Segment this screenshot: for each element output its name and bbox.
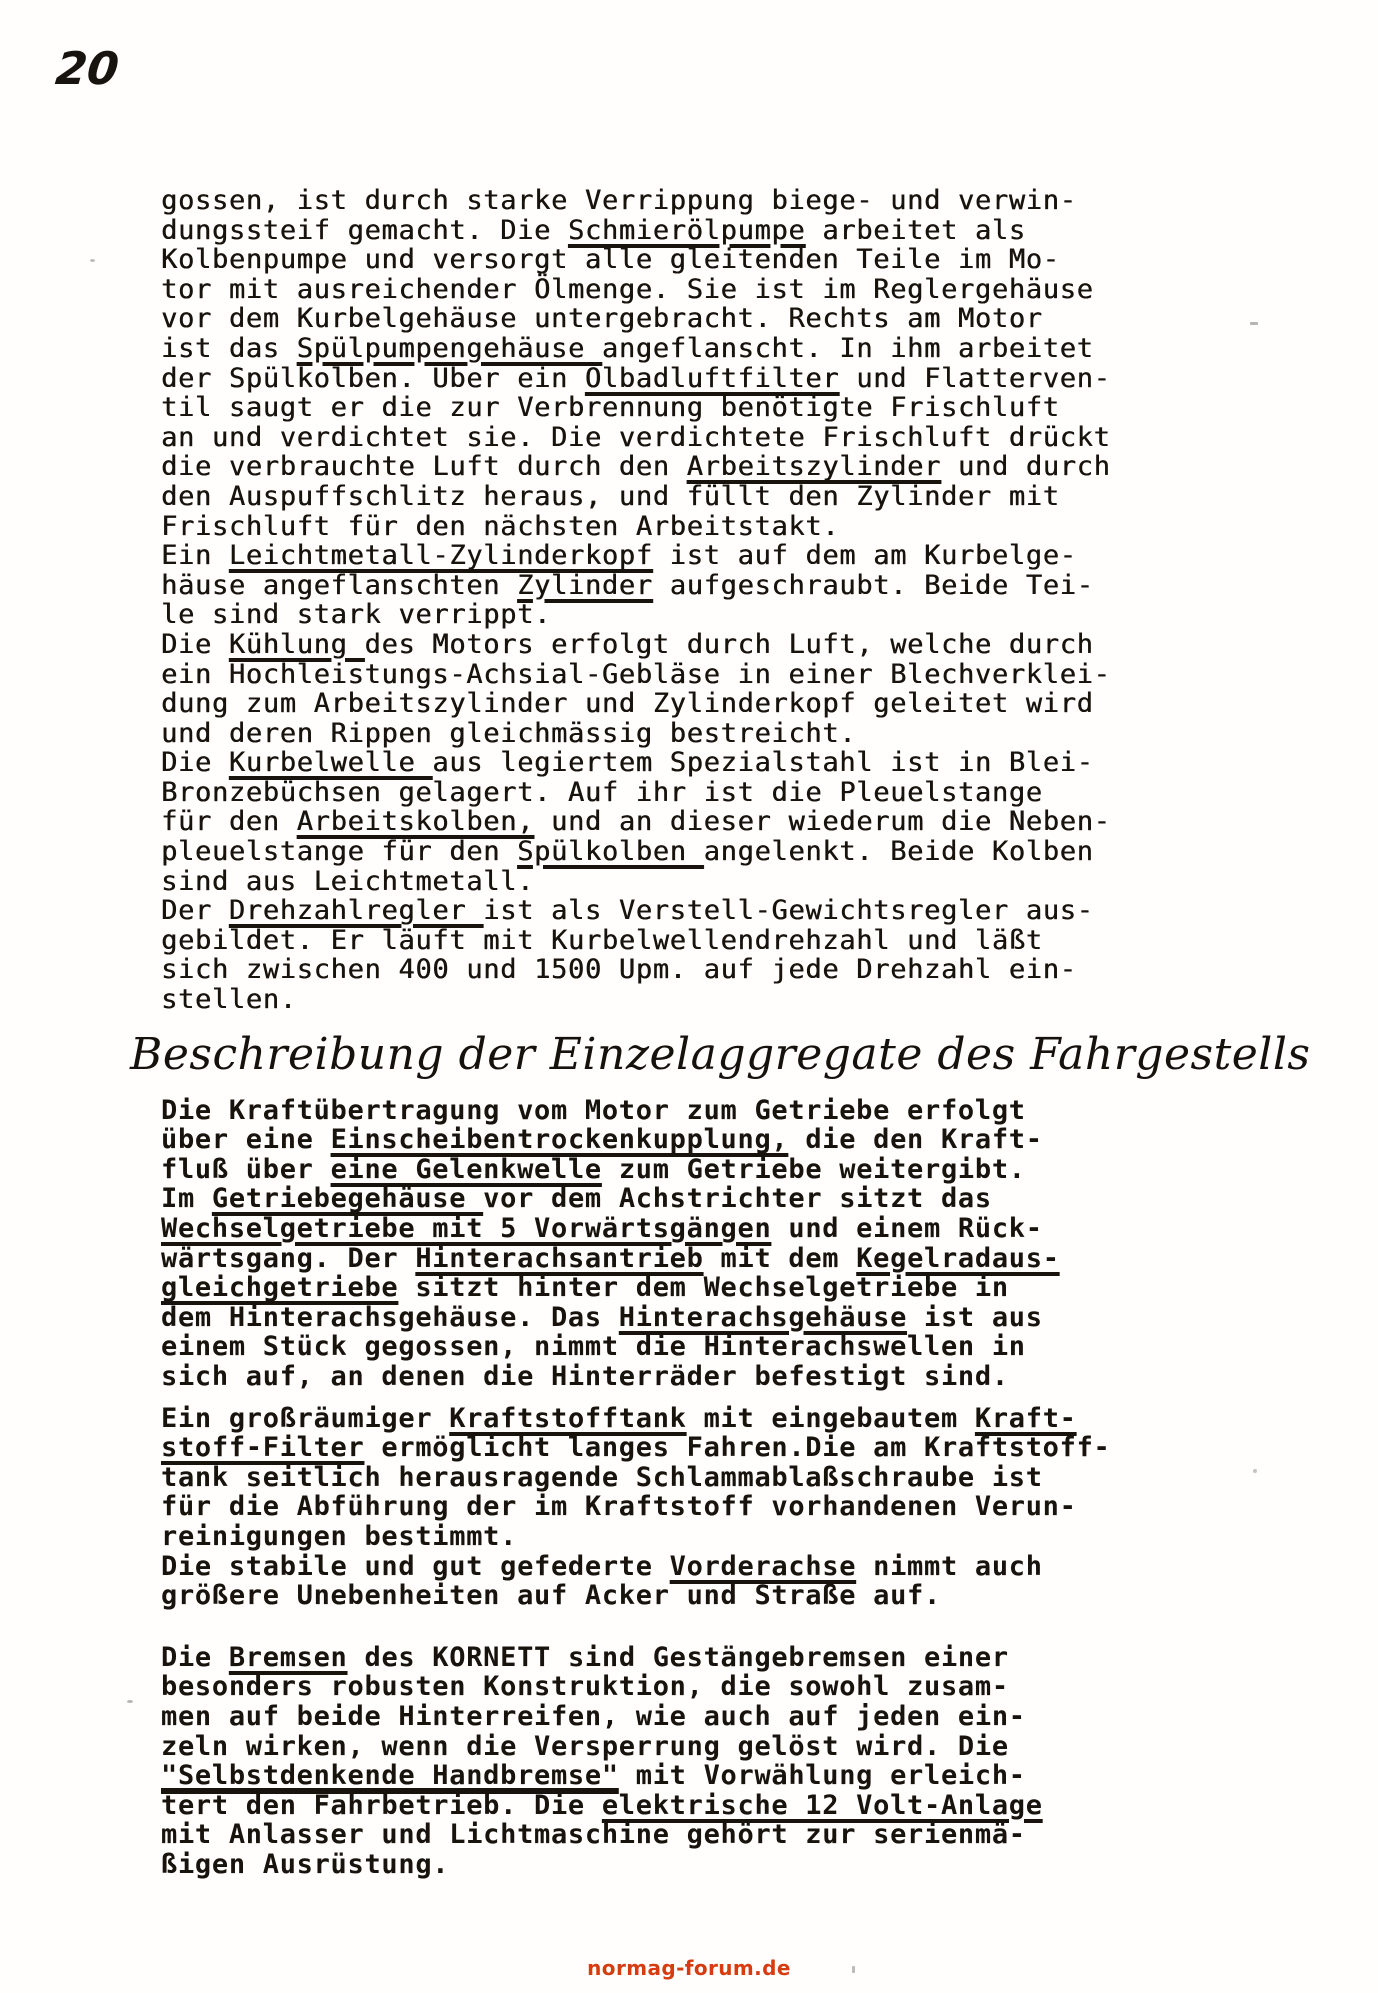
text-line: sind aus Leichtmetall. [161, 865, 535, 897]
text-line: den Auspuffschlitz heraus, und füllt den Zylinder mit [161, 480, 1060, 512]
text-line: besonders robusten Konstruktion, die sowohl zusam- [161, 1671, 1009, 1703]
text-line: über eine Einscheibentrockenkupplung, die den Kraft- [161, 1124, 1043, 1156]
text-line: und deren Rippen gleichmässig bestreicht. [161, 717, 857, 749]
text-line: an und verdichtet sie. Die verdichtete Frischluft drückt [161, 421, 1111, 453]
text-line: pleuelstange für den Spülkolben angelenkt. Beide Kolben [161, 836, 1094, 868]
text-line: mit Anlasser und Lichtmaschine gehört zur serienmä- [161, 1819, 1026, 1851]
text-line: "Selbstdenkende Handbremse" mit Vorwählung erleich- [161, 1760, 1026, 1792]
text-line: die verbrauchte Luft durch den Arbeitszylinder und durch [161, 451, 1111, 483]
text-line: tor mit ausreichender Ölmenge. Sie ist im Reglergehäuse [161, 273, 1094, 305]
text-line: Wechselgetriebe mit 5 Vorwärtsgängen und einem Rück- [161, 1213, 1043, 1244]
text-line: gossen, ist durch starke Verrippung biege- und verwin- [161, 185, 1077, 216]
paragraph-chassis-drivetrain [161, 1096, 1301, 1392]
text-line: Frischluft für den nächsten Arbeitstakt. [161, 510, 840, 542]
text-line: Ein großräumiger Kraftstofftank mit eingebautem Kraft- [161, 1402, 1077, 1434]
text-line: häuse angeflanschten Zylinder aufgeschraubt. Beide Tei- [161, 569, 1094, 601]
text-line: einem Stück gegossen, nimmt die Hinterachswellen in [161, 1331, 1026, 1363]
text-line: gebildet. Er läuft mit Kurbelwellendrehzahl und läßt [161, 924, 1043, 956]
text-line: reinigungen bestimmt. [161, 1520, 518, 1552]
text-line: vor dem Kurbelgehäuse untergebracht. Rechts am Motor [161, 303, 1043, 335]
scan-speck [1253, 1469, 1257, 1473]
text-line: für den Arbeitskolben, und an dieser wiederum die Neben- [161, 806, 1111, 838]
text-line: Die Kraftübertragung vom Motor zum Getriebe erfolgt [161, 1094, 1026, 1126]
text-line: tert den Fahrbetrieb. Die elektrische 12 Volt-Anlage [161, 1789, 1043, 1821]
paragraph-fueltank-frontaxle [161, 1404, 1301, 1611]
text-line: fluß über eine Gelenkwelle zum Getriebe weitergibt. [161, 1153, 1026, 1185]
text-line: Im Getriebegehäuse vor dem Achstrichter sitzt das [161, 1183, 992, 1215]
text-line: Der Drehzahlregler ist als Verstell-Gewichtsregler aus- [161, 895, 1094, 927]
text-line: sich auf, an denen die Hinterräder befestigt sind. [161, 1360, 1009, 1392]
paragraph-engine-description [161, 186, 1301, 1015]
text-line: Kolbenpumpe und versorgt alle gleitenden Teile im Mo- [161, 244, 1060, 276]
text-line: sich zwischen 400 und 1500 Upm. auf jede Drehzahl ein- [161, 954, 1077, 986]
text-line: gleichgetriebe sitzt hinter dem Wechselgetriebe in [161, 1272, 1009, 1304]
text-line: dungssteif gemacht. Die Schmierölpumpe arbeitet als [161, 214, 1026, 246]
text-line: ßigen Ausrüstung. [161, 1848, 450, 1880]
text-line: für die Abführung der im Kraftstoff vorhandenen Verun- [161, 1491, 1077, 1523]
scan-speck [1250, 322, 1258, 325]
text-line: Ein Leichtmetall-Zylinderkopf ist auf dem am Kurbelge- [161, 540, 1077, 572]
text-line: Bronzebüchsen gelagert. Auf ihr ist die Pleuelstange [161, 776, 1043, 808]
text-line: ist das Spülpumpengehäuse angeflanscht. In ihm arbeitet [161, 332, 1094, 364]
section-heading: Beschreibung der Einzelaggregate des Fahrgestells [130, 1028, 1311, 1080]
page-number: 20 [53, 42, 122, 95]
text-line: dem Hinterachsgehäuse. Das Hinterachsgehäuse ist aus [161, 1301, 1043, 1333]
text-line: dung zum Arbeitszylinder und Zylinderkopf geleitet wird [161, 688, 1094, 720]
text-line: stoff-Filter ermöglicht langes Fahren.Die am Kraftstoff- [161, 1432, 1111, 1464]
watermark-text: normag-forum.de [587, 1956, 791, 1980]
text-line: til saugt er die zur Verbrennung benötigte Frischluft [161, 392, 1060, 424]
text-line: größere Unebenheiten auf Acker und Straße auf. [161, 1580, 941, 1612]
text-column [130, 185, 1311, 1880]
text-line: zeln wirken, wenn die Versperrung gelöst wird. Die [161, 1730, 1009, 1762]
text-line: ein Hochleistungs-Achsial-Gebläse in einer Blechverklei- [161, 658, 1111, 690]
scan-speck [90, 259, 95, 262]
text-line: tank seitlich herausragende Schlammablaßschraube ist [161, 1461, 1043, 1493]
text-line: Die stabile und gut gefederte Vorderachse nimmt auch [161, 1550, 1043, 1582]
text-line: le sind stark verrippt. [161, 599, 551, 631]
text-line: der Spülkolben. Über ein Ölbadluftfilter und Flatterven- [161, 362, 1111, 394]
text-line: Die Kurbelwelle aus legiertem Spezialstahl ist in Blei- [161, 747, 1094, 779]
text-line: wärtsgang. Der Hinterachsantrieb mit dem Kegelradaus- [161, 1242, 1060, 1274]
text-line: stellen. [161, 984, 297, 1016]
text-line: Die Bremsen des KORNETT sind Gestängebremsen einer [161, 1641, 1009, 1673]
text-line: Die Kühlung des Motors erfolgt durch Luft, welche durch [161, 628, 1094, 660]
scan-speck [852, 1966, 855, 1973]
scan-speck [127, 1700, 133, 1703]
paragraph-brakes-electrics [161, 1643, 1301, 1880]
text-line: men auf beide Hinterreifen, wie auch auf jeden ein- [161, 1700, 1026, 1732]
